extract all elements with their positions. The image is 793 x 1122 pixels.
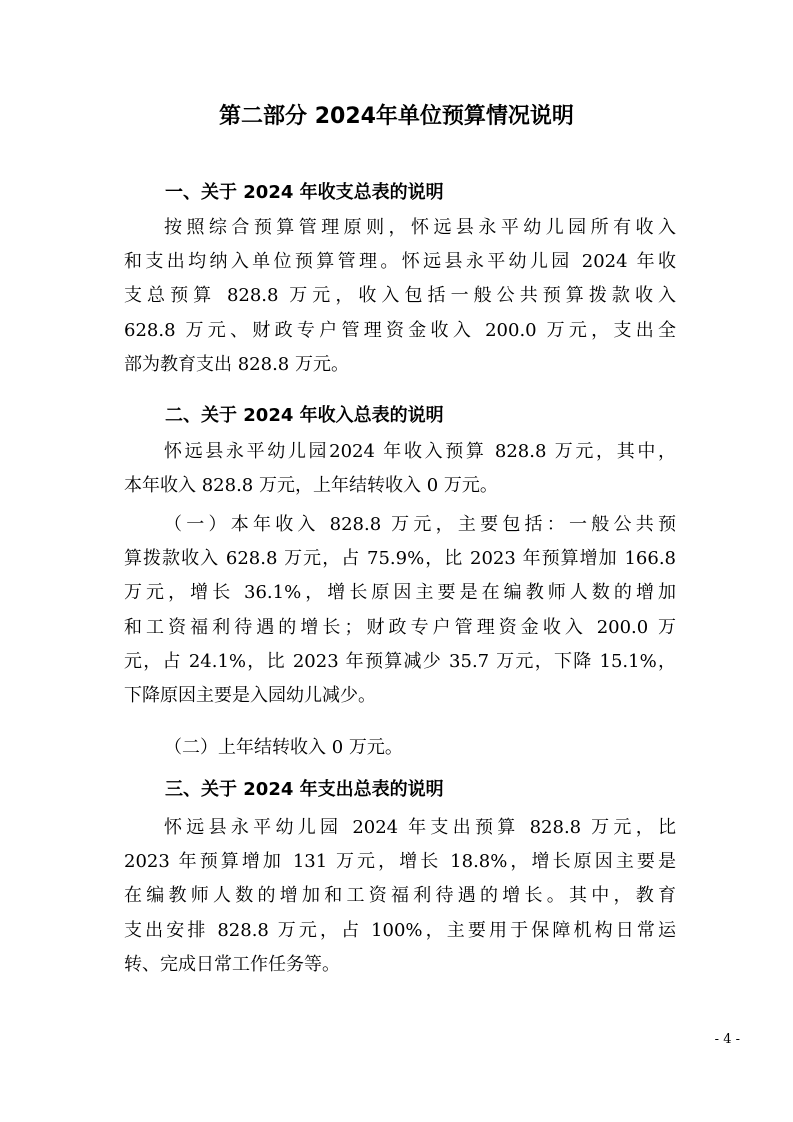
section-1-paragraph — [124, 211, 676, 382]
section-2-paragraph-2 — [124, 508, 676, 713]
paragraph-line: 2023 年预算增加 131 万元，增长 18.8%，增长原因主要是 — [124, 851, 676, 873]
paragraph-line: 按照综合预算管理原则，怀远县永平幼儿园所有收入 — [164, 217, 676, 238]
paragraph-line: 元，占 24.1%，比 2023 年预算减少 35.7 万元，下降 15.1%， — [124, 650, 676, 672]
section-3-paragraph — [124, 811, 676, 982]
section-heading-3: 三、关于 2024 年支出总表的说明 — [165, 779, 444, 800]
paragraph-line: 怀远县永平幼儿园2024 年收入预算 828.8 万元，其中， — [164, 441, 676, 462]
paragraph-line: 部为教育支出 828.8 万元。 — [124, 353, 349, 375]
paragraph-line: 算拨款收入 628.8 万元，占 75.9%，比 2023 年预算增加 166.8 — [124, 548, 676, 570]
paragraph-line: 和支出均纳入单位预算管理。怀远县永平幼儿园 2024 年收 — [124, 251, 676, 273]
page-number: - 4 - — [714, 1032, 740, 1047]
page-title: 第二部分 2024年单位预算情况说明 — [219, 104, 574, 129]
section-heading-1: 一、关于 2024 年收支总表的说明 — [165, 182, 444, 203]
paragraph-line: 万元，增长 36.1%，增长原因主要是在编教师人数的增加 — [124, 582, 676, 604]
section-2-paragraph-1 — [124, 435, 676, 503]
paragraph-line: 转、完成日常工作任务等。 — [124, 953, 340, 975]
paragraph-line: （二）上年结转收入 0 万元。 — [164, 737, 403, 758]
paragraph-line: （一）本年收入 828.8 万元，主要包括：一般公共预 — [164, 514, 676, 535]
paragraph-line: 在编教师人数的增加和工资福利待遇的增长。其中，教育 — [124, 885, 676, 907]
paragraph-line: 下降原因主要是入园幼儿减少。 — [124, 684, 376, 706]
paragraph-line: 和工资福利待遇的增长；财政专户管理资金收入 200.0 万 — [124, 616, 676, 638]
paragraph-line: 支总预算 828.8 万元，收入包括一般公共预算拨款收入 — [124, 285, 676, 307]
section-heading-2: 二、关于 2024 年收入总表的说明 — [165, 405, 444, 426]
paragraph-line: 怀远县永平幼儿园 2024 年支出预算 828.8 万元，比 — [164, 817, 676, 838]
paragraph-line: 628.8 万元、财政专户管理资金收入 200.0 万元，支出全 — [124, 319, 676, 341]
section-2-paragraph-3 — [124, 731, 676, 765]
paragraph-line: 本年收入 828.8 万元，上年结转收入 0 万元。 — [124, 475, 498, 497]
paragraph-line: 支出安排 828.8 万元，占 100%，主要用于保障机构日常运 — [124, 919, 676, 941]
